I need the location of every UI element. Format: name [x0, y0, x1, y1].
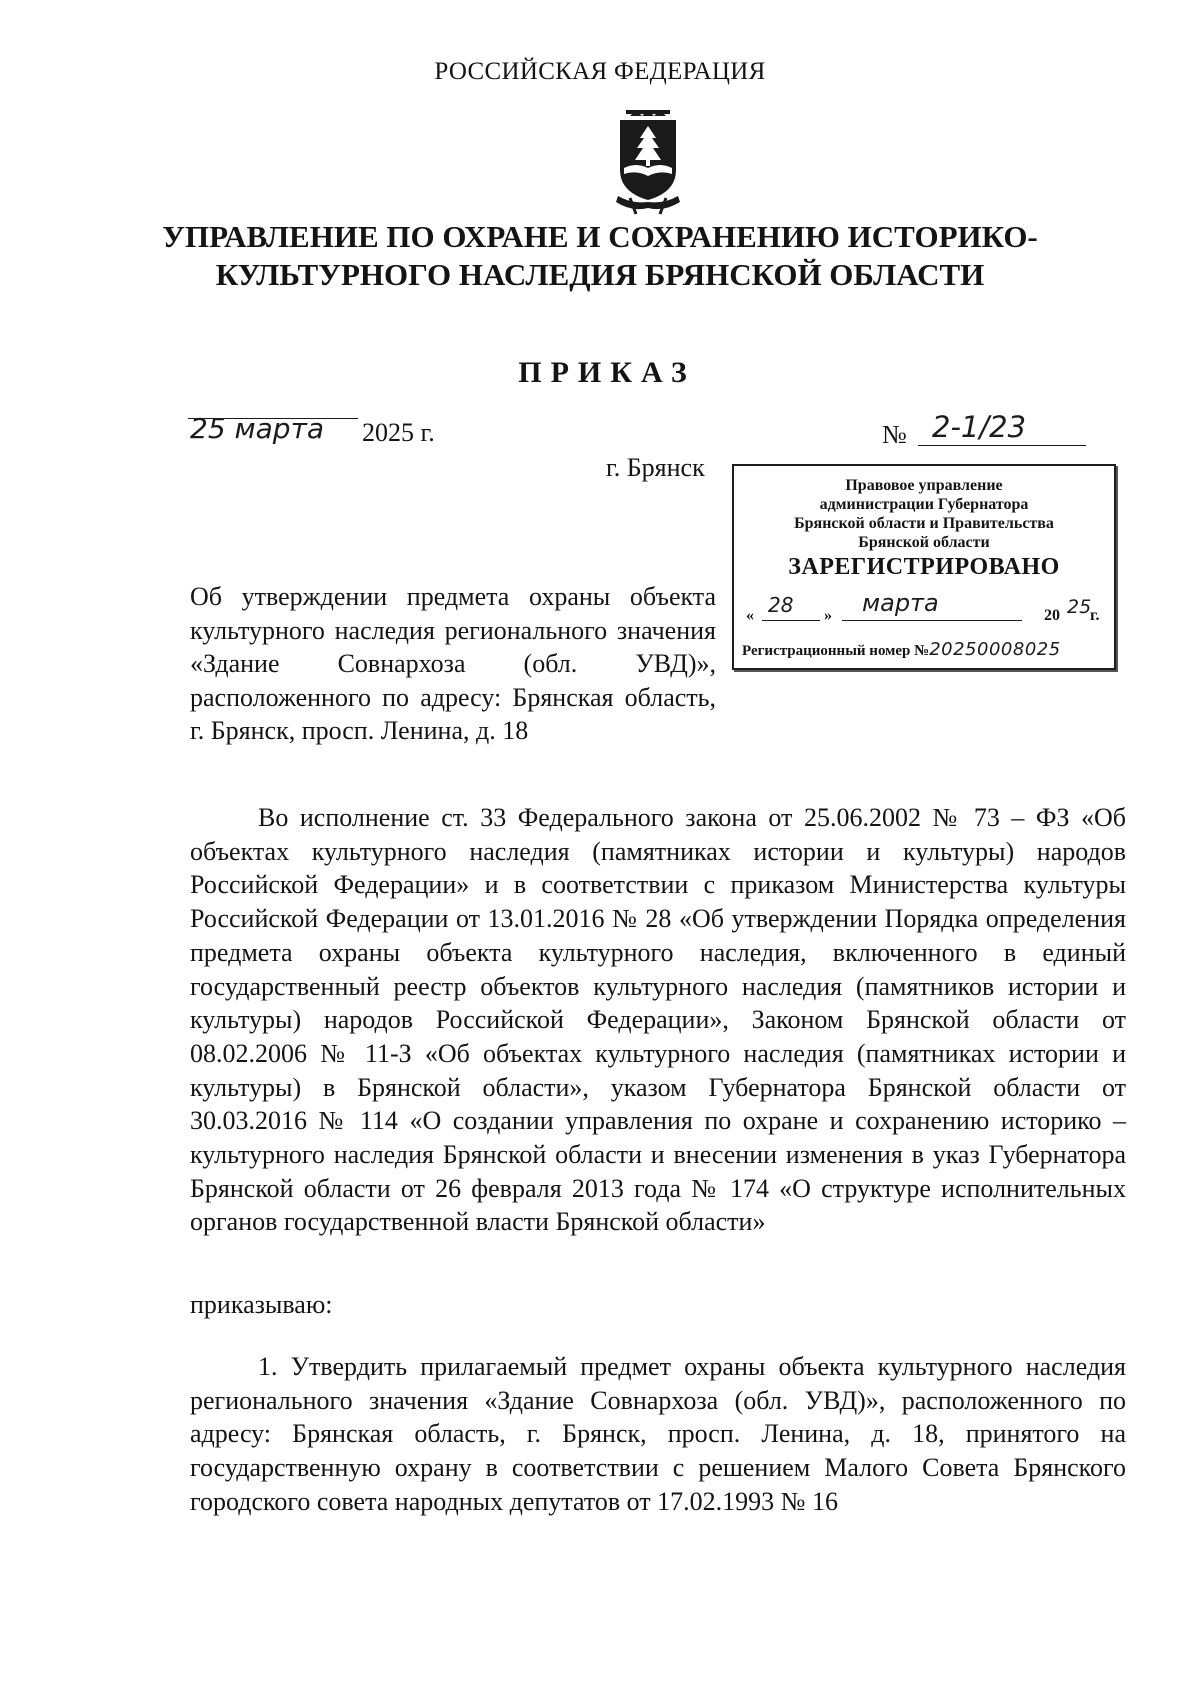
handwritten-date: 25 марта	[190, 412, 325, 445]
stamp-month-underline	[842, 620, 1022, 621]
handwritten-order-number: 2-1/23	[932, 410, 1027, 444]
preamble-paragraph: Во исполнение ст. 33 Федерального закона от 25.06.2002 № 73 – ФЗ «Об объектах культурного наследия (памятниках истории и культуры) народов Российской Федерации» и в соответствии с приказом Министерства культуры Российской Федерации от 13.01.2016 № 28 «Об утверждении Порядка определения предмета охраны объекта культурного наследия, включенного в единый государственный реестр объектов культурного наследия (памятников истории и культуры) народов Российской Федерации», Законом Брянской области от 08.02.2006 № 11-З «Об объектах культурного наследия (памятниках истории и культуры) в Брянской области», указом Губернатора Брянской области от 30.03.2016 № 114 «О создании управления по охране и сохранению историко – культурного наследия Брянской области и внесении изменения в указ Губернатора Брянской области от 26 февраля 2013 года № 174 «О структуре исполнительных органов государственной власти Брянской области»	[190, 803, 1126, 1237]
stamp-date	[744, 589, 1108, 628]
stamp-registered-label: ЗАРЕГИСТРИРОВАНО	[788, 554, 1060, 580]
registration-stamp	[732, 464, 1116, 670]
order-number-label: №	[882, 420, 907, 449]
agency-title-line: УПРАВЛЕНИЕ ПО ОХРАНЕ И СОХРАНЕНИЮ ИСТОРИКО-	[162, 219, 1038, 254]
stamp-year-prefix: 20	[1044, 607, 1060, 624]
bryansk-coat-of-arms-icon	[596, 108, 700, 218]
stamp-quote-open: «	[746, 607, 754, 624]
order-subject: Об утверждении предмета охраны объекта культурного наследия регионального значения «Здание Совнархоза (обл. УВД)», расположенного по адресу: Брянская область, г. Брянск, просп. Ленина, д. 18	[190, 582, 716, 745]
country-heading: РОССИЙСКАЯ ФЕДЕРАЦИЯ	[434, 58, 766, 85]
stamp-year-suffix: г.	[1090, 607, 1100, 624]
agency-title	[0, 218, 1200, 294]
stamp-registration-number	[742, 640, 1112, 661]
order-item-1: 1. Утвердить прилагаемый предмет охраны объекта культурного наследия регионального значения «Здание Совнархоза (обл. УВД)», расположенного по адресу: Брянская область, г. Брянск, просп. Ленина, д. 18, принятого на государственную охрану в соответствии с решением Малого Совета Брянского городского совета народных депутатов от 17.02.1993 № 16	[190, 1352, 1126, 1516]
city: г. Брянск	[606, 453, 705, 482]
order-word: приказываю:	[190, 1290, 333, 1319]
stamp-line: администрации Губернатора	[819, 496, 1029, 513]
order-number-underline	[918, 445, 1086, 446]
stamp-reg-label: Регистрационный номер №	[742, 643, 930, 659]
stamp-line: Правовое управление	[845, 477, 1003, 494]
stamp-handwritten-year: 25	[1067, 596, 1092, 618]
stamp-day-underline	[762, 620, 820, 621]
stamp-handwritten-day: 28	[768, 593, 794, 617]
order-title: ПРИКАЗ	[518, 356, 696, 389]
order-year: 2025 г.	[362, 418, 435, 447]
agency-title-line: КУЛЬТУРНОГО НАСЛЕДИЯ БРЯНСКОЙ ОБЛАСТИ	[215, 257, 985, 292]
stamp-handwritten-reg-number: 20250008025	[929, 639, 1061, 660]
stamp-line: Брянской области и Правительства	[794, 515, 1054, 532]
stamp-line: Брянской области	[858, 534, 990, 551]
stamp-handwritten-month: марта	[862, 589, 939, 617]
stamp-quote-close: »	[824, 607, 832, 624]
